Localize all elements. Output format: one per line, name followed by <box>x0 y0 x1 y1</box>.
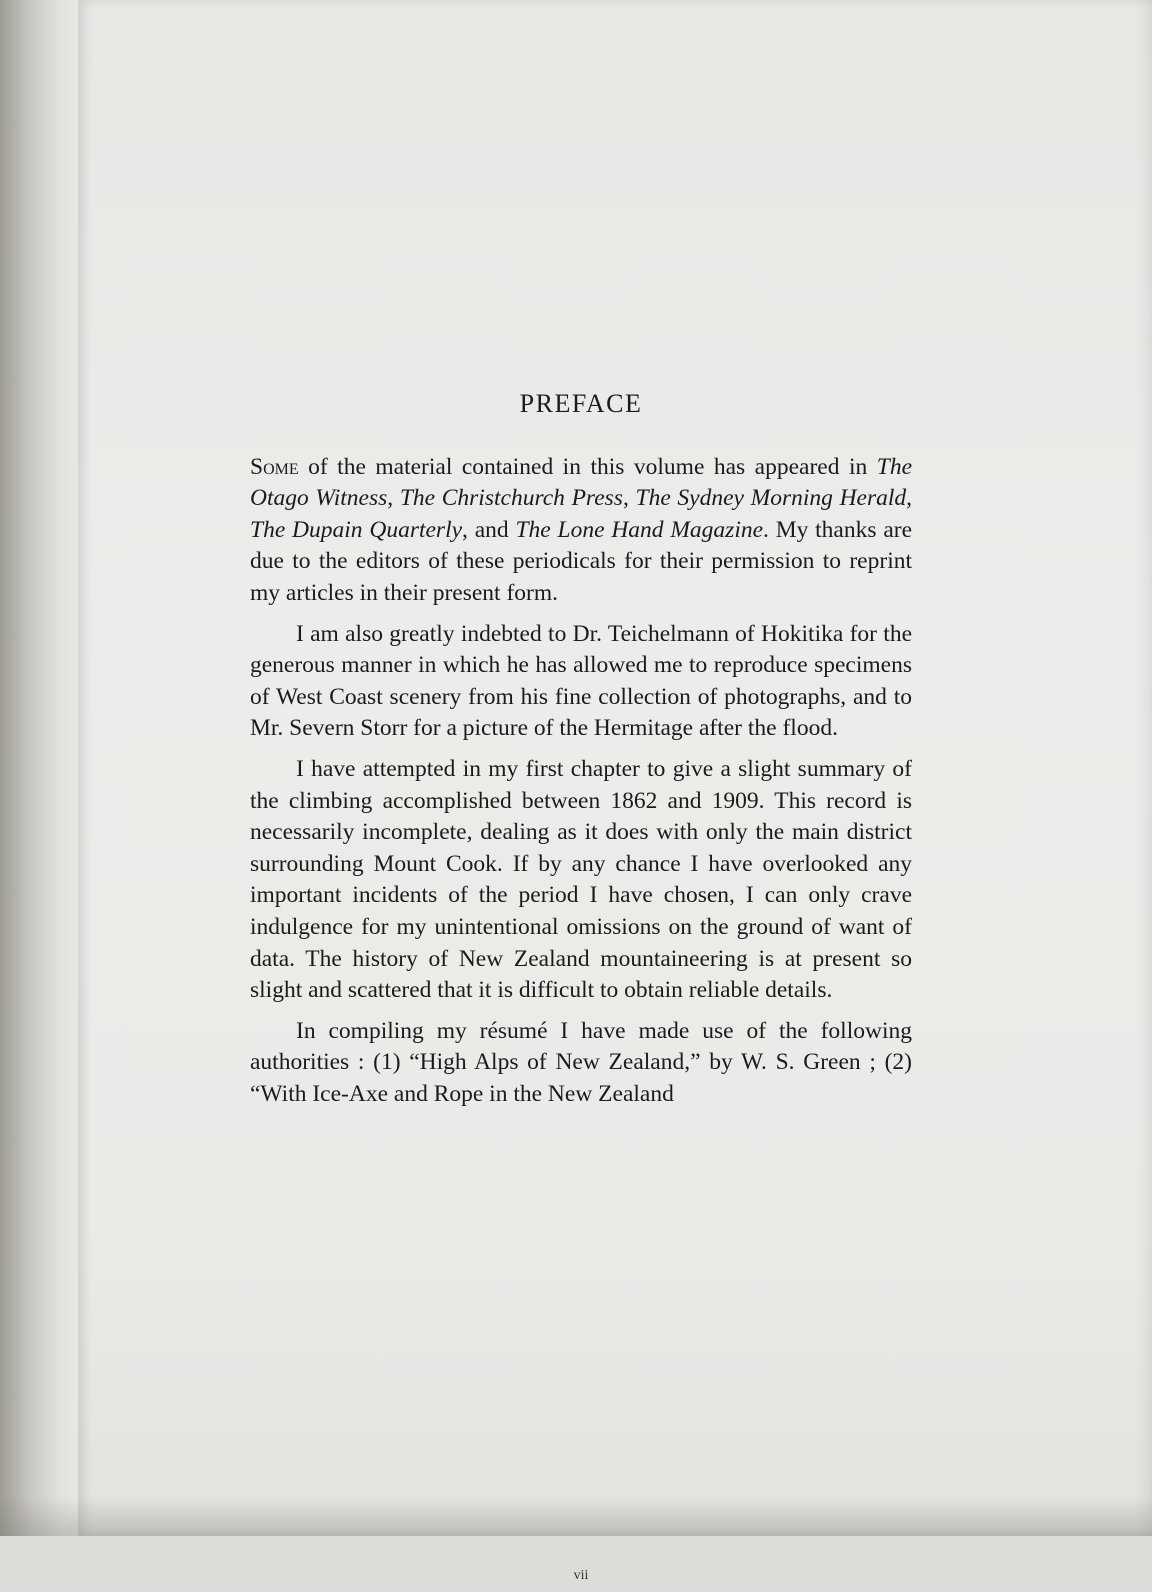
publication-sydney-morning-herald: The Sydney Morning Herald <box>635 485 907 512</box>
book-bottom-edge <box>0 1496 1152 1536</box>
page-text-block <box>250 388 913 1583</box>
paragraph-1 <box>250 452 912 610</box>
paragraph-4: In compiling my résumé I have made use of the following authorities : (1) “High Alps of New Zealand,” by W. S. Green ; (2) “With Ice-Axe and Rope in the New Zealand <box>250 1017 912 1107</box>
paragraph-1-text-5: , and <box>462 516 516 543</box>
paragraph-1-text-4: , <box>906 485 913 512</box>
paragraph-3: I have attempted in my first chapter to give a slight summary of the climbing accomplished between 1862 and 1909. This record is necessarily incomplete, dealing as it does with only the main district surrounding Mount Cook. If by any chance I have overlooked any important incidents of the period I have chosen, I can only crave indulgence for my unintentional omissions on the ground of want of data. The history of New Zealand mountaineering is at present so slight and scattered that it is difficult to obtain reliable details. <box>250 755 912 1004</box>
page-title: PREFACE <box>519 389 643 418</box>
publication-lone-hand-magazine: The Lone Hand Magazine <box>515 516 764 543</box>
publication-dupain-quarterly: The Dupain Quarterly <box>250 516 463 543</box>
paragraph-1-text-3: , <box>622 485 636 512</box>
paragraph-2: I am also greatly indebted to Dr. Teichelmann of Hokitika for the generous manner in which he has allowed me to reproduce specimens of West Coast scenery from his fine collection of photographs, and to Mr. Severn Storr for a picture of the Hermitage after the flood. <box>250 620 912 742</box>
publication-christchurch-press: The Christchurch Press <box>399 485 623 512</box>
publication-otago-witness: The Otago Witness <box>250 453 912 512</box>
paragraph-1-text-2: , <box>387 485 400 512</box>
book-binding <box>0 0 80 1536</box>
paragraph-1-text-6: . My thanks are due to the editors of these periodicals for their permission to reprint my articles in their present form. <box>250 516 913 606</box>
paragraph-1-text-1: of the material contained in this volume has appeared in <box>298 453 877 480</box>
paragraph-1-lead: Some <box>250 453 299 480</box>
page-edge-shadow <box>1136 0 1152 1536</box>
page-number: vii <box>573 1568 589 1583</box>
